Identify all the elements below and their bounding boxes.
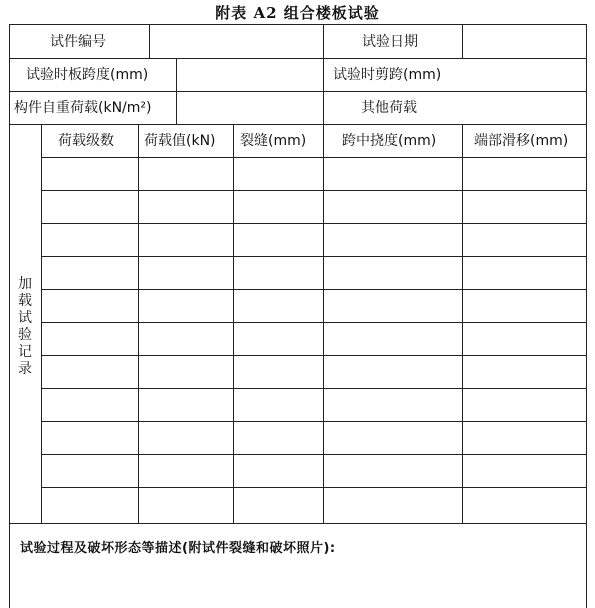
form-title: 附表 A2 组合楼板试验 (215, 4, 380, 22)
grid-row-line (41, 190, 587, 191)
grid-col-line (41, 124, 42, 523)
row-divider (9, 124, 587, 125)
col-header-midspan-deflection: 跨中挠度(mm) (342, 133, 437, 149)
side-label-char: 录 (18, 361, 32, 377)
self-weight-label: 构件自重荷载(kN/m²) (14, 100, 152, 116)
side-label-char: 加 (18, 276, 32, 292)
specimen-no-field[interactable] (151, 26, 321, 57)
col-header-crack: 裂缝(mm) (240, 133, 307, 149)
col-divider (323, 24, 324, 124)
span-field[interactable] (178, 60, 322, 90)
grid-col-line (462, 124, 463, 523)
grid-row-line (41, 289, 587, 290)
grid-row-line (41, 421, 587, 422)
grid-row-line (41, 454, 587, 455)
grid-row-line (41, 487, 587, 488)
description-label: 试验过程及破坏形态等描述(附试件裂缝和破坏照片): (20, 541, 336, 556)
side-label-char: 载 (18, 293, 32, 309)
grid-row-line (41, 157, 587, 158)
shear-span-field[interactable] (464, 60, 585, 90)
other-load-label: 其他荷载 (361, 100, 417, 116)
side-label-char: 试 (18, 310, 32, 326)
grid-col-line (138, 124, 139, 523)
grid-row-line (41, 388, 587, 389)
row-divider (9, 523, 587, 524)
side-label-char: 记 (18, 344, 32, 360)
grid-row-line (41, 256, 587, 257)
shear-span-label: 试验时剪跨(mm) (333, 67, 442, 83)
grid-row-line (41, 322, 587, 323)
test-date-label: 试验日期 (362, 34, 418, 50)
col-header-load-value: 荷载值(kN) (144, 133, 216, 149)
grid-col-line (323, 124, 324, 523)
specimen-no-label: 试件编号 (50, 34, 106, 50)
grid-row-line (41, 355, 587, 356)
loading-record-side-label (14, 276, 36, 378)
grid-row-line (41, 223, 587, 224)
grid-col-line (233, 124, 234, 523)
self-weight-field[interactable] (178, 93, 322, 123)
col-header-end-slip: 端部滑移(mm) (474, 133, 569, 149)
description-field[interactable] (11, 555, 585, 607)
col-header-load-level: 荷载级数 (58, 133, 114, 149)
test-date-field[interactable] (464, 26, 585, 57)
side-label-char: 验 (18, 327, 32, 343)
span-label: 试验时板跨度(mm) (26, 67, 149, 83)
